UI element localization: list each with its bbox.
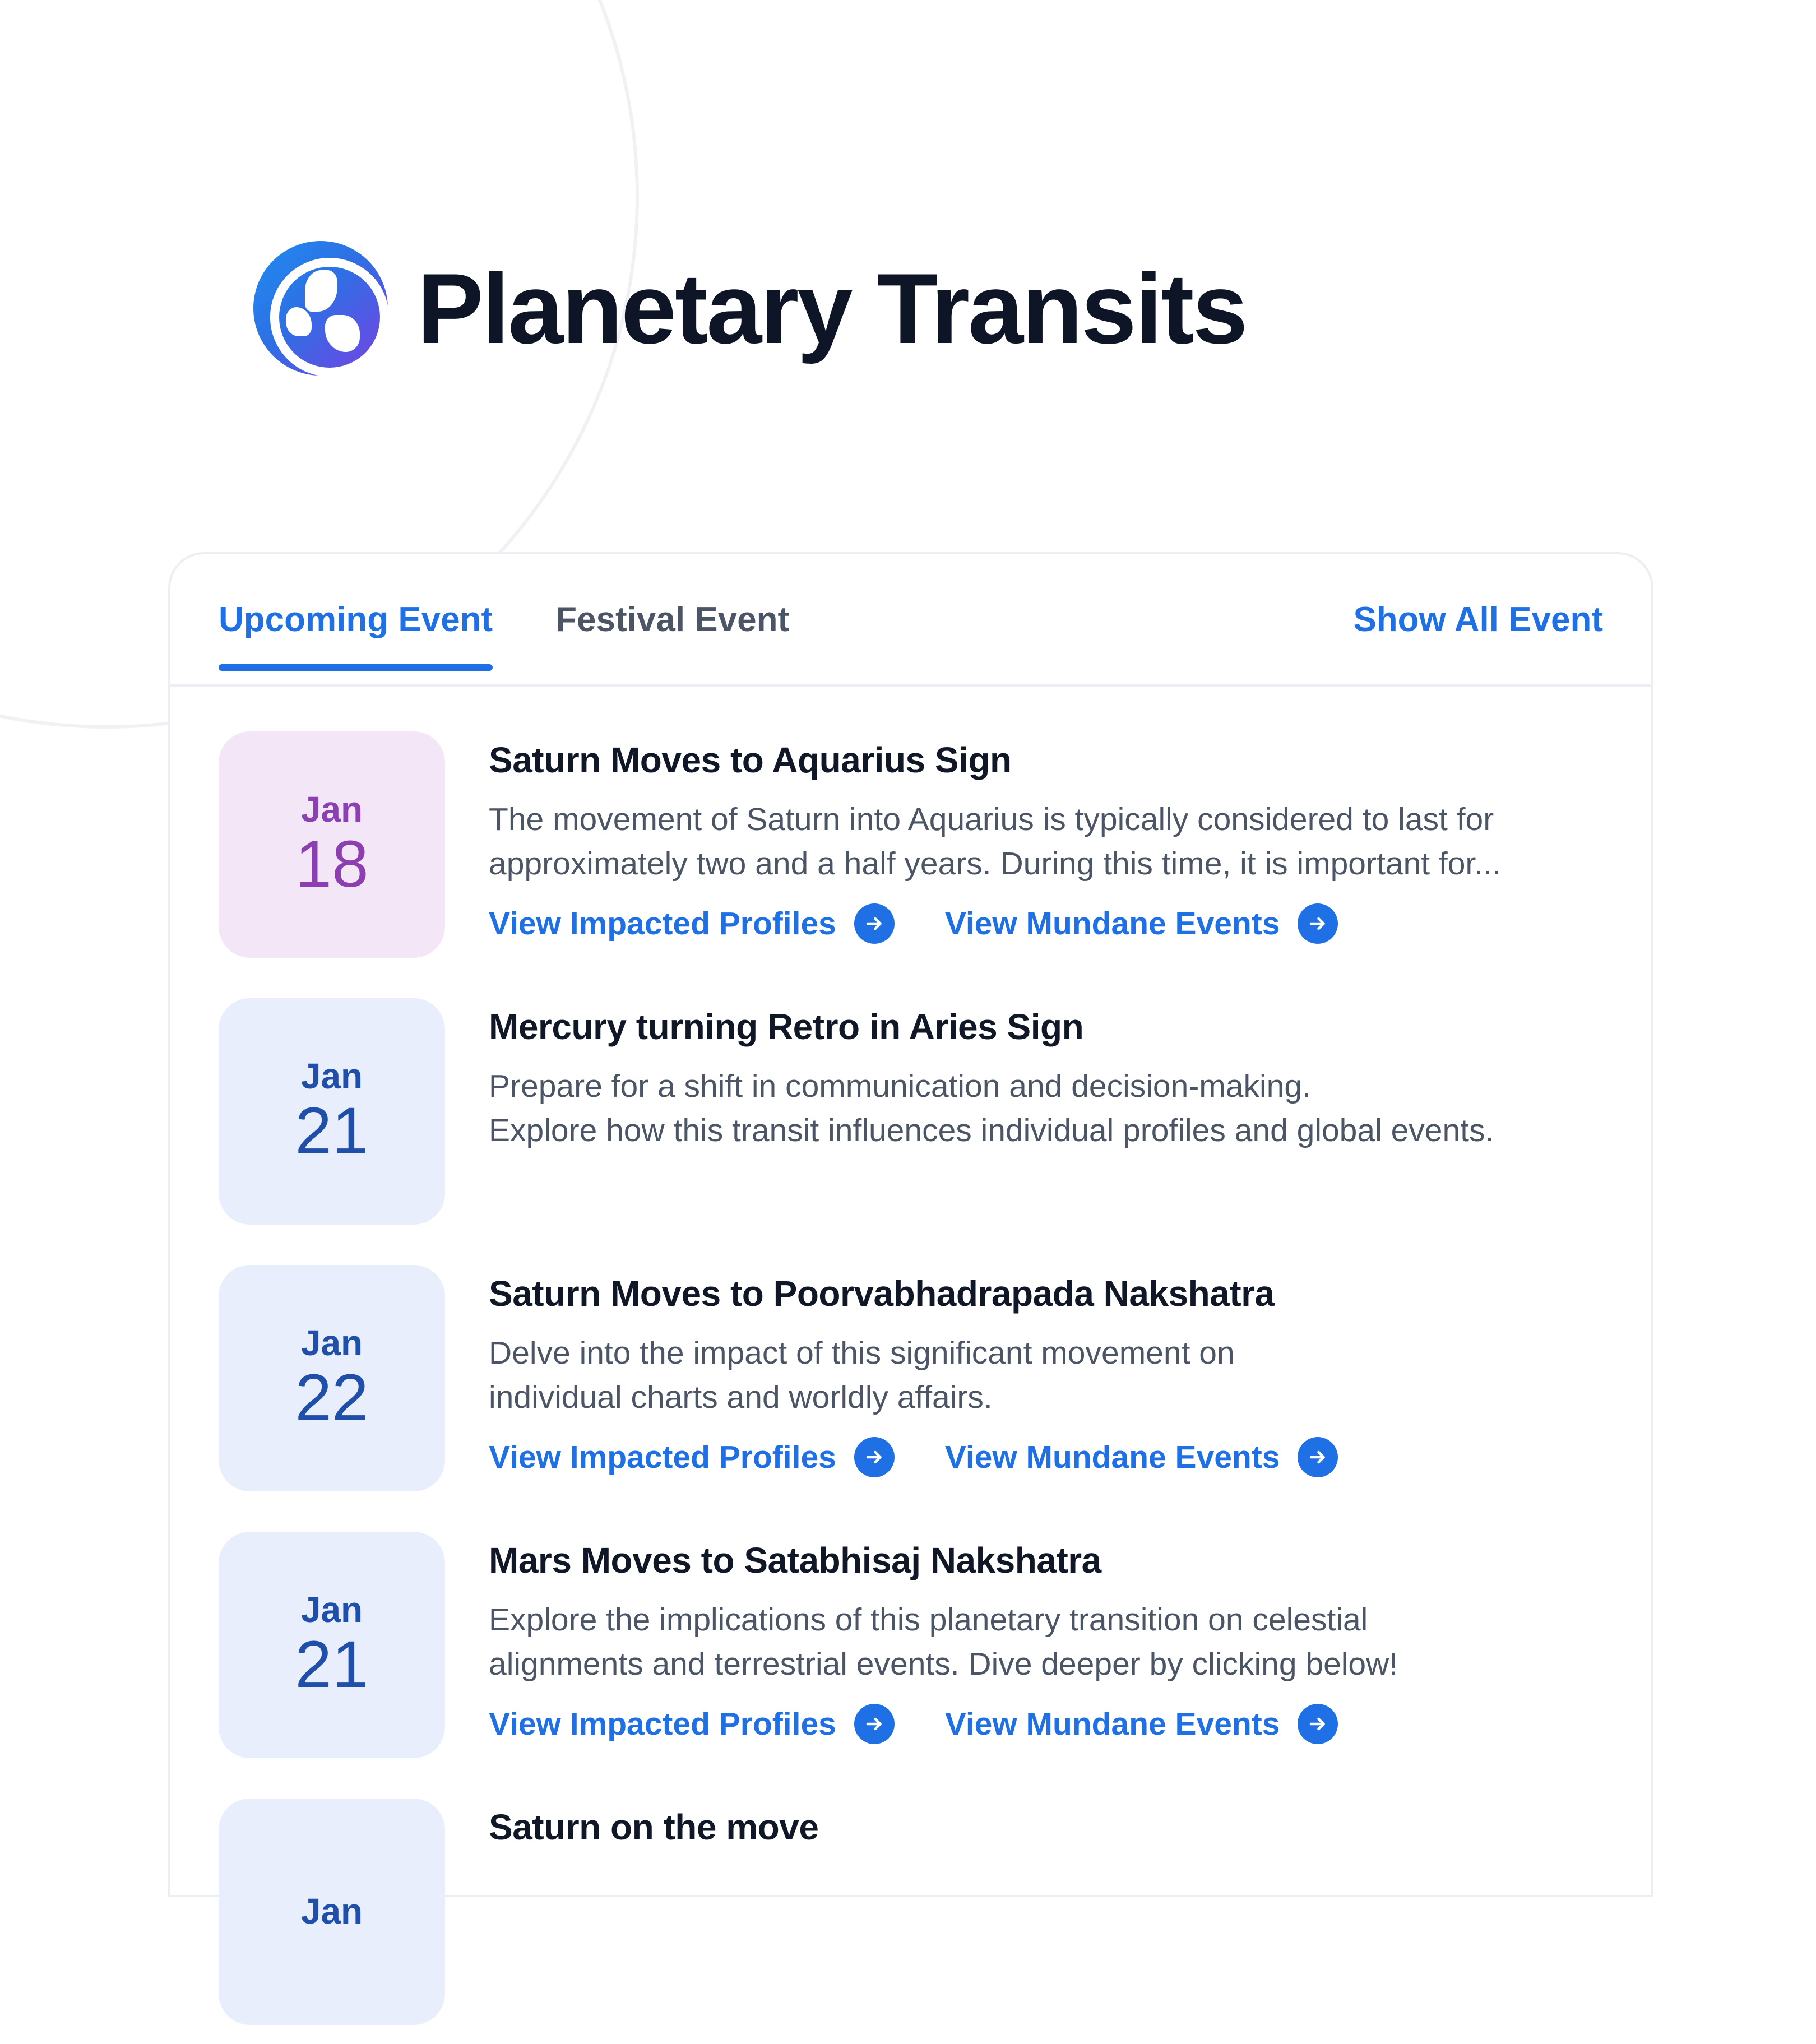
event-list (170, 687, 1651, 2044)
event-description-line: Prepare for a shift in communication and decision-making. (489, 1068, 1311, 1104)
event-description-line: Delve into the impact of this significant movement on (489, 1335, 1235, 1371)
view-impacted-profiles-label: View Impacted Profiles (489, 1439, 836, 1476)
view-mundane-events-label: View Mundane Events (944, 1706, 1280, 1742)
date-month: Jan (300, 1322, 363, 1363)
date-day: 21 (295, 1094, 369, 1169)
event-description-line: individual charts and worldly affairs. (489, 1379, 993, 1415)
date-month: Jan (300, 1589, 363, 1630)
event-body (489, 731, 1603, 944)
event-description (489, 798, 1603, 886)
date-chip (219, 731, 445, 958)
view-impacted-profiles-label: View Impacted Profiles (489, 1706, 836, 1742)
view-impacted-profiles-action[interactable] (489, 903, 895, 944)
event-description (489, 1331, 1603, 1419)
tab-festival-event[interactable]: Festival Event (555, 600, 789, 669)
view-impacted-profiles-action[interactable] (489, 1437, 895, 1477)
page-header (253, 241, 1247, 376)
event-body (489, 1532, 1603, 1744)
event-actions (489, 1437, 1603, 1477)
list-item[interactable] (219, 977, 1603, 1244)
view-mundane-events-label: View Mundane Events (944, 1439, 1280, 1476)
event-title: Saturn on the move (489, 1807, 819, 1847)
arrow-right-icon[interactable] (854, 903, 895, 944)
date-month: Jan (300, 1055, 363, 1096)
list-item[interactable] (219, 1777, 1603, 2044)
event-title: Saturn Moves to Poorvabhadrapada Nakshatra (489, 1273, 1275, 1314)
event-description-line: approximately two and a half years. During this time, it is important for... (489, 845, 1501, 882)
globe-icon (253, 241, 388, 376)
event-body (489, 998, 1603, 1170)
view-mundane-events-action[interactable] (945, 1704, 1338, 1744)
event-description-line: Explore the implications of this planetary transition on celestial (489, 1602, 1368, 1638)
date-chip (219, 1265, 445, 1491)
date-chip (219, 1799, 445, 2025)
event-description-line: The movement of Saturn into Aquarius is typically considered to last for (489, 801, 1494, 837)
list-item[interactable] (219, 1510, 1603, 1777)
event-description-line: Explore how this transit influences individual profiles and global events. (489, 1112, 1494, 1148)
date-day: 21 (295, 1628, 369, 1702)
events-card (168, 552, 1653, 1931)
date-day: 22 (295, 1361, 369, 1435)
list-item[interactable] (219, 710, 1603, 977)
list-item[interactable] (219, 1244, 1603, 1510)
event-actions (489, 903, 1603, 944)
view-mundane-events-action[interactable] (945, 903, 1338, 944)
event-description-line: alignments and terrestrial events. Dive deeper by clicking below! (489, 1646, 1398, 1682)
view-impacted-profiles-label: View Impacted Profiles (489, 906, 836, 942)
date-day: 18 (295, 827, 369, 902)
date-chip (219, 998, 445, 1225)
date-month: Jan (300, 789, 363, 829)
arrow-right-icon[interactable] (1298, 1437, 1338, 1477)
arrow-right-icon[interactable] (854, 1437, 895, 1477)
date-chip (219, 1532, 445, 1758)
event-description (489, 1598, 1603, 1686)
arrow-right-icon[interactable] (1298, 903, 1338, 944)
arrow-right-icon[interactable] (854, 1704, 895, 1744)
event-body (489, 1799, 1603, 1865)
tab-upcoming-event[interactable]: Upcoming Event (219, 600, 493, 669)
date-month: Jan (300, 1890, 363, 1931)
show-all-event-button[interactable]: Show All Event (1353, 600, 1603, 639)
view-mundane-events-action[interactable] (945, 1437, 1338, 1477)
event-title: Saturn Moves to Aquarius Sign (489, 740, 1012, 780)
event-actions (489, 1704, 1603, 1744)
arrow-right-icon[interactable] (1298, 1704, 1338, 1744)
event-title: Mars Moves to Satabhisaj Nakshatra (489, 1540, 1101, 1580)
page-title: Planetary Transits (417, 252, 1247, 364)
tab-bar (170, 554, 1651, 687)
view-impacted-profiles-action[interactable] (489, 1704, 895, 1744)
event-body (489, 1265, 1603, 1477)
view-mundane-events-label: View Mundane Events (944, 906, 1280, 942)
event-description (489, 1064, 1603, 1152)
event-title: Mercury turning Retro in Aries Sign (489, 1007, 1084, 1047)
